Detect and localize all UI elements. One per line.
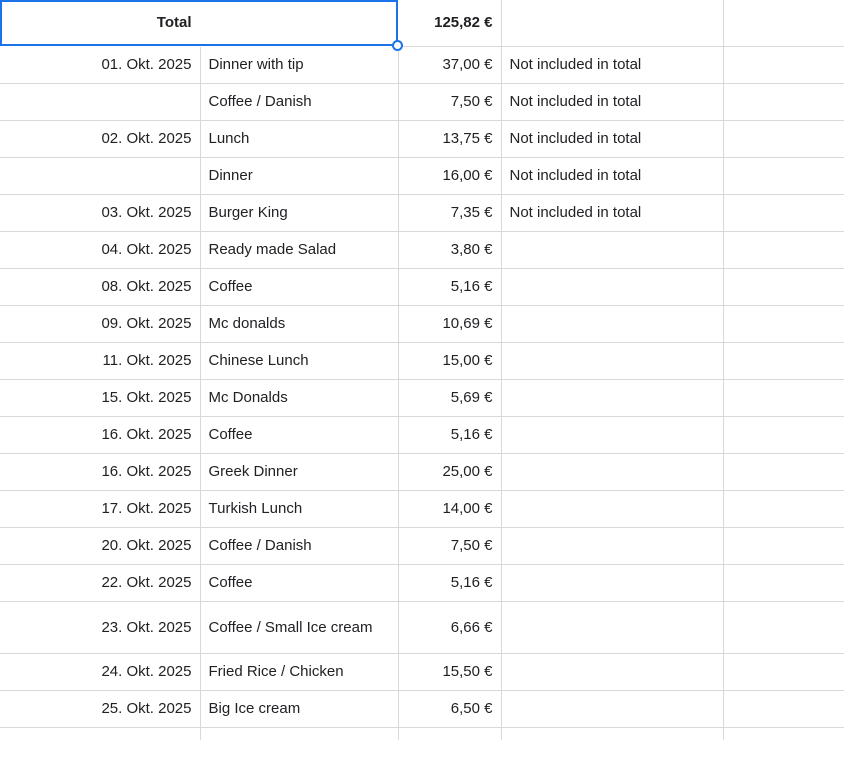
cell-date[interactable] (0, 602, 200, 654)
cell-extra[interactable] (723, 84, 844, 121)
cell-extra[interactable] (723, 454, 844, 491)
cell-amount[interactable] (398, 565, 501, 602)
cell-date[interactable] (0, 121, 200, 158)
cell-extra[interactable] (723, 417, 844, 454)
cell-description-text: Coffee (208, 426, 253, 443)
cell-description-text: Coffee (208, 278, 253, 295)
cell-amount-text: 13,75 € (442, 130, 493, 147)
cell-amount[interactable] (398, 380, 501, 417)
total-desc-cell[interactable] (200, 0, 398, 46)
cell-amount-text: 16,00 € (442, 167, 493, 184)
table-row[interactable] (0, 728, 844, 740)
table-row[interactable] (0, 454, 844, 491)
cell-date[interactable] (0, 728, 200, 740)
cell-description[interactable] (200, 654, 398, 691)
table-row[interactable] (0, 491, 844, 528)
cell-note[interactable] (501, 84, 723, 121)
cell-note[interactable] (501, 269, 723, 306)
cell-extra[interactable] (723, 121, 844, 158)
cell-extra[interactable] (723, 47, 844, 84)
cell-extra[interactable] (723, 343, 844, 380)
total-extra-cell[interactable] (723, 0, 844, 46)
expense-rows (0, 47, 844, 740)
table-row[interactable] (0, 47, 844, 84)
cell-description[interactable] (200, 47, 398, 84)
cell-description[interactable] (200, 491, 398, 528)
cell-amount-text: 15,50 € (442, 663, 493, 680)
cell-date-text: 16. Okt. 2025 (101, 463, 192, 480)
cell-amount[interactable] (398, 691, 501, 728)
cell-description-text: Dinner with tip (208, 55, 304, 73)
cell-date[interactable] (0, 158, 200, 195)
cell-amount[interactable] (398, 602, 501, 654)
cell-desc[interactable] (200, 728, 398, 740)
cell-extra[interactable] (723, 491, 844, 528)
table-row[interactable] (0, 691, 844, 728)
cell-note-text: Not included in total (509, 167, 642, 184)
cell-date-text: 22. Okt. 2025 (101, 574, 192, 591)
cell-description[interactable] (200, 602, 398, 654)
cell-description-text: Coffee / Danish (208, 93, 312, 110)
table-row[interactable] (0, 417, 844, 454)
cell-amount-text: 6,50 € (450, 700, 493, 717)
cell-date[interactable] (0, 306, 200, 343)
cell-description[interactable] (200, 691, 398, 728)
cell-note[interactable] (501, 728, 723, 740)
cell-date-text: 02. Okt. 2025 (101, 130, 192, 147)
cell-amount-text: 10,69 € (442, 315, 493, 332)
cell-note[interactable] (501, 528, 723, 565)
cell-description-text: Coffee / Small Ice cream (208, 618, 373, 636)
cell-amount[interactable] (398, 269, 501, 306)
cell-amount-text: 5,16 € (450, 278, 493, 295)
cell-description-text: Chinese Lunch (208, 352, 309, 369)
cell-amount-text: 7,50 € (450, 537, 493, 554)
cell-extra[interactable] (723, 728, 844, 740)
cell-amount[interactable] (398, 158, 501, 195)
cell-extra[interactable] (723, 158, 844, 195)
cell-amount[interactable] (398, 454, 501, 491)
table-row[interactable] (0, 654, 844, 691)
cell-date[interactable] (0, 491, 200, 528)
cell-date-text: 11. Okt. 2025 (102, 352, 192, 369)
table-row[interactable] (0, 528, 844, 565)
cell-extra[interactable] (723, 691, 844, 728)
cell-date[interactable] (0, 84, 200, 121)
cell-note-text: Not included in total (509, 204, 642, 221)
cell-note[interactable] (501, 380, 723, 417)
cell-description[interactable] (200, 121, 398, 158)
cell-note[interactable] (501, 417, 723, 454)
cell-amount-text: 14,00 € (442, 500, 493, 517)
cell-date[interactable] (0, 654, 200, 691)
cell-date[interactable] (0, 565, 200, 602)
table-body (0, 0, 844, 46)
cell-extra[interactable] (723, 565, 844, 602)
cell-date-text: 17. Okt. 2025 (101, 500, 192, 517)
cell-description[interactable] (200, 84, 398, 121)
cell-note[interactable] (501, 565, 723, 602)
total-note-cell[interactable] (501, 0, 723, 46)
cell-amount[interactable] (398, 417, 501, 454)
cell-description[interactable] (200, 269, 398, 306)
table-row[interactable] (0, 195, 844, 232)
cell-description[interactable] (200, 528, 398, 565)
cell-amount-text: 37,00 € (442, 55, 493, 73)
cell-extra[interactable] (723, 195, 844, 232)
cell-date[interactable] (0, 47, 200, 84)
cell-note[interactable] (501, 602, 723, 654)
cell-description[interactable] (200, 306, 398, 343)
cell-date[interactable] (0, 380, 200, 417)
cell-note[interactable] (501, 121, 723, 158)
cell-date[interactable] (0, 528, 200, 565)
cell-amount-text: 25,00 € (442, 463, 493, 480)
cell-amount[interactable] (398, 528, 501, 565)
cell-date[interactable] (0, 195, 200, 232)
cell-amount[interactable] (398, 491, 501, 528)
table-row[interactable] (0, 158, 844, 195)
expenses-rows-table (0, 47, 844, 740)
cell-date-text: 23. Okt. 2025 (101, 618, 192, 636)
table-row[interactable] (0, 306, 844, 343)
cell-description[interactable] (200, 454, 398, 491)
cell-amount[interactable] (398, 654, 501, 691)
cell-date[interactable] (0, 269, 200, 306)
cell-note[interactable] (501, 47, 723, 84)
cell-description[interactable] (200, 417, 398, 454)
cell-date-text: 15. Okt. 2025 (101, 389, 192, 406)
cell-date[interactable] (0, 343, 200, 380)
table-row[interactable] (0, 269, 844, 306)
cell-amount-text: 5,69 € (450, 389, 493, 406)
cell-description-text: Mc donalds (208, 315, 286, 332)
table-row[interactable] (0, 343, 844, 380)
cell-description-text: Big Ice cream (208, 700, 301, 717)
cell-note-text: Not included in total (509, 55, 642, 73)
cell-description[interactable] (200, 343, 398, 380)
cell-amount[interactable] (398, 728, 501, 740)
total-amount-cell[interactable]: 125,82 € (398, 0, 501, 46)
cell-amount-text: 5,16 € (450, 574, 493, 591)
cell-amount[interactable] (398, 306, 501, 343)
cell-note[interactable] (501, 454, 723, 491)
cell-extra[interactable] (723, 654, 844, 691)
cell-amount-text: 3,80 € (450, 241, 493, 258)
cell-date-text: 09. Okt. 2025 (101, 315, 192, 332)
total-label-cell[interactable]: Total (156, 14, 192, 32)
total-row[interactable] (0, 0, 844, 46)
cell-date[interactable] (0, 454, 200, 491)
cell-description-text: Coffee / Danish (208, 537, 312, 554)
cell-description-text: Lunch (208, 130, 250, 147)
cell-date-text: 20. Okt. 2025 (101, 537, 192, 554)
cell-extra[interactable] (723, 269, 844, 306)
cell-note[interactable] (501, 306, 723, 343)
cell-date-text: 16. Okt. 2025 (101, 426, 192, 443)
cell-description[interactable] (200, 380, 398, 417)
table-row[interactable] (0, 121, 844, 158)
cell-date-text: 04. Okt. 2025 (101, 241, 192, 258)
cell-description-text: Mc Donalds (208, 389, 288, 406)
cell-description-text: Ready made Salad (208, 241, 337, 258)
selection-fill-handle[interactable] (392, 40, 403, 51)
table-row[interactable] (0, 232, 844, 269)
cell-amount[interactable] (398, 195, 501, 232)
cell-description[interactable] (200, 158, 398, 195)
expenses-table (0, 0, 844, 47)
cell-amount-text: 5,16 € (450, 426, 493, 443)
cell-note[interactable] (501, 654, 723, 691)
cell-amount-text: 7,50 € (450, 93, 493, 110)
table-row[interactable] (0, 84, 844, 121)
cell-date-text: 03. Okt. 2025 (101, 204, 192, 221)
cell-amount[interactable] (398, 84, 501, 121)
cell-description-text: Burger King (208, 204, 288, 221)
cell-description-text: Dinner (208, 167, 253, 184)
cell-amount-text: 6,66 € (450, 618, 493, 636)
cell-amount[interactable] (398, 47, 501, 84)
cell-date-text: 24. Okt. 2025 (101, 663, 192, 680)
cell-extra[interactable] (723, 306, 844, 343)
cell-note[interactable] (501, 491, 723, 528)
cell-amount-text: 15,00 € (442, 352, 493, 369)
cell-note[interactable] (501, 343, 723, 380)
cell-extra[interactable] (723, 232, 844, 269)
cell-date-text: 25. Okt. 2025 (101, 700, 192, 717)
spreadsheet-grid[interactable] (0, 0, 844, 47)
cell-note[interactable] (501, 691, 723, 728)
cell-date-text: 08. Okt. 2025 (101, 278, 192, 295)
cell-date[interactable] (0, 691, 200, 728)
cell-extra[interactable] (723, 602, 844, 654)
cell-extra[interactable] (723, 528, 844, 565)
cell-amount[interactable] (398, 343, 501, 380)
cell-note[interactable] (501, 158, 723, 195)
cell-description-text: Fried Rice / Chicken (208, 663, 344, 680)
cell-note[interactable] (501, 195, 723, 232)
table-row[interactable] (0, 565, 844, 602)
cell-amount[interactable] (398, 121, 501, 158)
cell-amount[interactable] (398, 232, 501, 269)
cell-note-text: Not included in total (509, 130, 642, 147)
cell-description[interactable] (200, 195, 398, 232)
cell-description-text: Coffee (208, 574, 253, 591)
cell-extra[interactable] (723, 380, 844, 417)
cell-note-text: Not included in total (509, 93, 642, 110)
table-row[interactable] (0, 602, 844, 654)
cell-note[interactable] (501, 232, 723, 269)
cell-amount-text: 7,35 € (450, 204, 493, 221)
table-row[interactable] (0, 380, 844, 417)
cell-date[interactable] (0, 232, 200, 269)
cell-date-text: 01. Okt. 2025 (101, 55, 192, 73)
cell-date[interactable] (0, 417, 200, 454)
cell-description-text: Turkish Lunch (208, 500, 303, 517)
cell-description-text: Greek Dinner (208, 463, 298, 480)
cell-description[interactable] (200, 232, 398, 269)
cell-description[interactable] (200, 565, 398, 602)
